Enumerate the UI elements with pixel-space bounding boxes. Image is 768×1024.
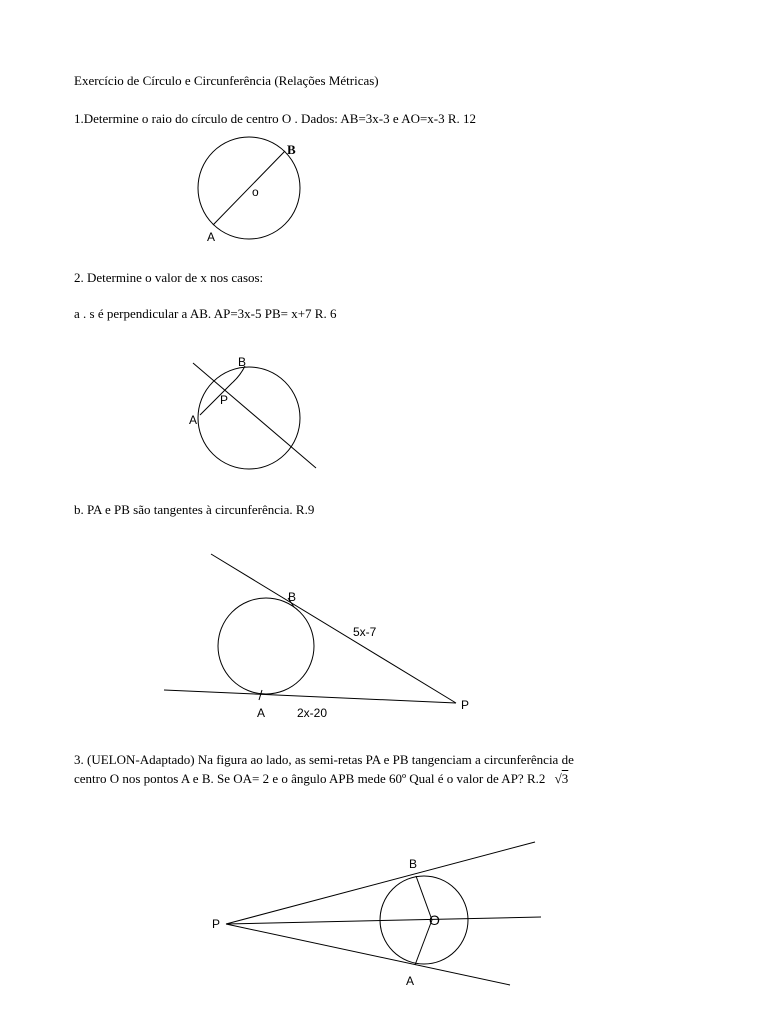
fig3-label-o: O bbox=[429, 912, 440, 928]
fig3-ray-po bbox=[226, 917, 541, 924]
fig1-diameter bbox=[213, 151, 285, 225]
page-title: Exercício de Círculo e Circunferência (Relações Métricas) bbox=[74, 73, 379, 88]
fig2b-label-pb: 5x-7 bbox=[353, 625, 377, 639]
fig2b-label-b: B bbox=[288, 590, 297, 604]
question-2a-text: a . s é perpendicular a AB. AP=3x-5 PB= x+7 R. 6 bbox=[74, 306, 337, 321]
fig2b-label-p: P bbox=[461, 698, 470, 712]
fig1-label-o: o bbox=[252, 185, 259, 199]
fig1-label-a: A bbox=[207, 230, 216, 244]
figure-2b bbox=[164, 554, 469, 720]
fig2a-circle bbox=[198, 367, 300, 469]
fig2b-label-a: A bbox=[257, 706, 266, 720]
fig3-ray-pa bbox=[226, 924, 510, 985]
question-3-text-line2-body: centro O nos pontos A e B. Se OA= 2 e o ângulo APB mede 60º Qual é o valor de AP? R.2 bbox=[74, 771, 546, 786]
fig2b-tangent-pb bbox=[211, 554, 456, 703]
fig3-label-a: A bbox=[406, 974, 415, 988]
fig3-label-p: P bbox=[212, 917, 221, 931]
fig3-label-b: B bbox=[409, 857, 418, 871]
fig2b-circle bbox=[218, 598, 314, 694]
fig2a-label-b: B bbox=[238, 355, 247, 369]
sqrt-value: 3 bbox=[561, 771, 569, 786]
figure-2a bbox=[189, 355, 316, 469]
question-3-text-line1: 3. (UELON-Adaptado) Na figura ao lado, as semi-retas PA e PB tangenciam a circunferência de bbox=[74, 752, 574, 767]
fig2a-label-a: A bbox=[189, 413, 198, 427]
fig1-label-b: B bbox=[287, 142, 296, 157]
question-1-text: 1.Determine o raio do círculo de centro O . Dados: AB=3x-3 e AO=x-3 R. 12 bbox=[74, 111, 477, 126]
fig2b-tangent-pa bbox=[164, 690, 456, 703]
question-2-text: 2. Determine o valor de x nos casos: bbox=[74, 270, 264, 285]
question-2b-text: b. PA e PB são tangentes à circunferência. R.9 bbox=[74, 502, 315, 517]
figure-1 bbox=[198, 137, 300, 244]
sqrt-symbol: √3 bbox=[554, 771, 569, 786]
fig2a-label-p: P bbox=[220, 393, 229, 407]
fig2b-tick-a bbox=[259, 690, 262, 700]
fig2a-chord-ab bbox=[200, 366, 245, 415]
figure-3 bbox=[212, 842, 541, 988]
fig2b-label-pa: 2x-20 bbox=[297, 706, 328, 720]
